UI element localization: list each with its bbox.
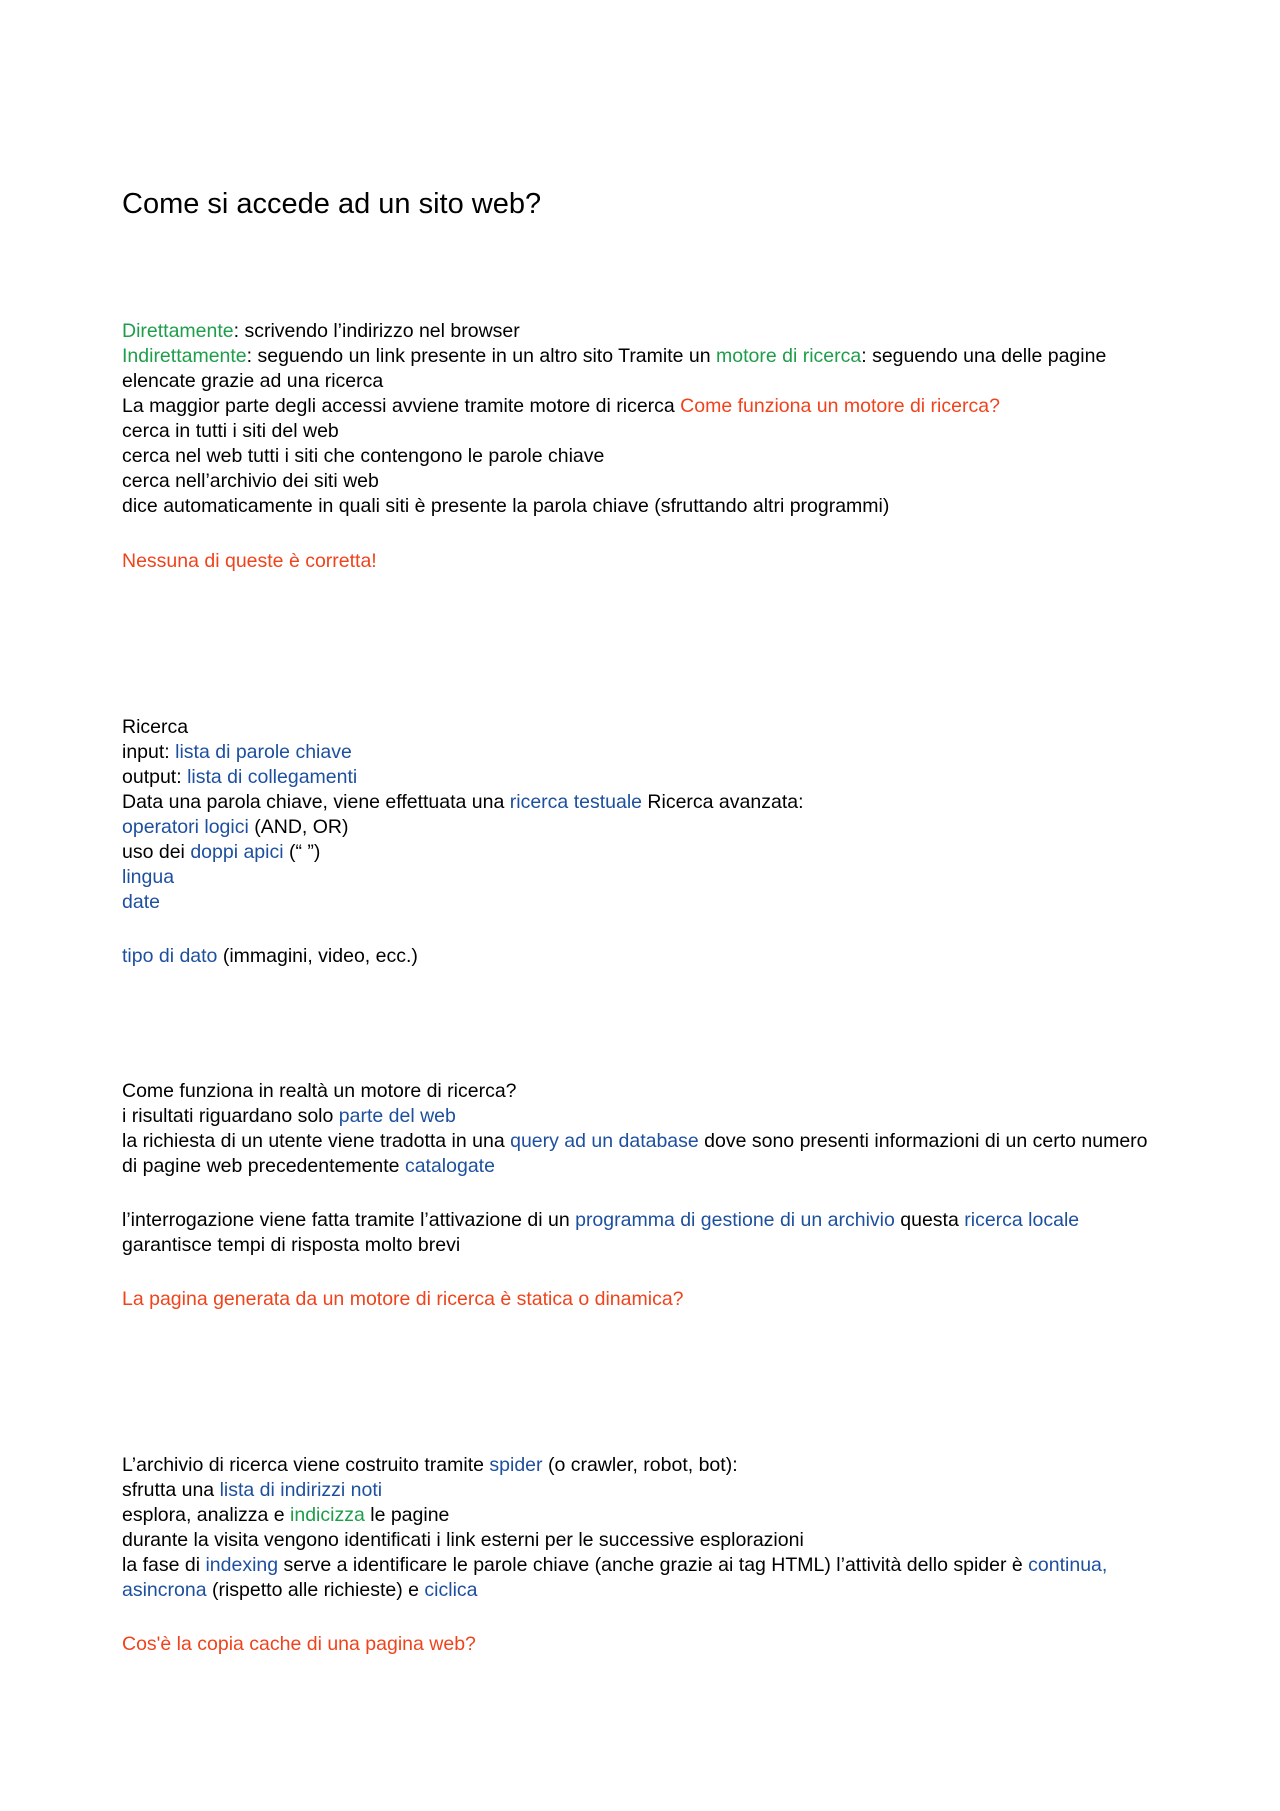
term-direttamente: Direttamente bbox=[122, 320, 234, 342]
option-1: cerca in tutti i siti del web bbox=[122, 420, 339, 442]
line-visita: durante la visita vengono identificati i link esterni per le successive esplorazioni bbox=[122, 1529, 804, 1551]
question-copia-cache: Cos'è la copia cache di una pagina web? bbox=[122, 1633, 476, 1655]
question-statica-dinamica: La pagina generata da un motore di ricerca è statica o dinamica? bbox=[122, 1288, 684, 1310]
section-come-funziona bbox=[122, 1079, 1162, 1179]
answer-nessuna: Nessuna di queste è corretta! bbox=[122, 550, 377, 572]
line-lingua: lingua bbox=[122, 866, 175, 888]
line-indirizzi: sfrutta una lista di indirizzi noti bbox=[122, 1479, 383, 1501]
section-access-methods bbox=[122, 319, 1162, 519]
line-indirettamente: Indirettamente: seguendo un link presente in un altro sito Tramite un motore di ricerca: seguendo una delle pagine elencate grazie ad una ricerca bbox=[122, 345, 1107, 392]
page-title: Come si accede ad un sito web? bbox=[122, 188, 542, 220]
option-4: dice automaticamente in quali siti è presente la parola chiave (sfruttando altri programmi) bbox=[122, 495, 890, 517]
line-query: la richiesta di un utente viene tradotta in una query ad un database dove sono presenti informazioni di un certo numero di pagine web precedentemente catalogate bbox=[122, 1130, 1148, 1177]
question-come-funziona: Come funziona un motore di ricerca? bbox=[680, 395, 1000, 417]
term-motore-di-ricerca: motore di ricerca bbox=[716, 345, 862, 367]
section-ricerca bbox=[122, 715, 1162, 915]
line-maggior-parte: La maggior parte degli accessi avviene tramite motore di ricerca Come funziona un motore di ricerca? bbox=[122, 395, 1000, 417]
term-indirettamente: Indirettamente bbox=[122, 345, 247, 367]
line-direttamente: Direttamente: scrivendo l’indirizzo nel browser bbox=[122, 320, 520, 342]
line-come-funziona: Come funziona in realtà un motore di ricerca? bbox=[122, 1080, 517, 1102]
line-doppi-apici: uso dei doppi apici (“ ”) bbox=[122, 841, 321, 863]
line-interrogazione: l’interrogazione viene fatta tramite l’attivazione di un programma di gestione di un archivio questa ricerca locale garantisce tempi di risposta molto brevi bbox=[122, 1209, 1080, 1256]
line-tipo-di-dato: tipo di dato (immagini, video, ecc.) bbox=[122, 945, 418, 967]
line-archivio: L’archivio di ricerca viene costruito tramite spider (o crawler, robot, bot): bbox=[122, 1454, 738, 1476]
option-2: cerca nel web tutti i siti che contengono le parole chiave bbox=[122, 445, 605, 467]
line-operatori: operatori logici (AND, OR) bbox=[122, 816, 349, 838]
section-spider bbox=[122, 1453, 1162, 1603]
line-date: date bbox=[122, 891, 160, 913]
option-3: cerca nell’archivio dei siti web bbox=[122, 470, 379, 492]
line-risultati: i risultati riguardano solo parte del web bbox=[122, 1105, 456, 1127]
line-indexing: la fase di indexing serve a identificare le parole chiave (anche grazie ai tag HTML) l’attività dello spider è continua, asincrona (rispetto alle richieste) e ciclica bbox=[122, 1554, 1108, 1601]
line-input: input: lista di parole chiave bbox=[122, 741, 352, 763]
line-output: output: lista di collegamenti bbox=[122, 766, 358, 788]
line-data-parola: Data una parola chiave, viene effettuata una ricerca testuale Ricerca avanzata: bbox=[122, 791, 804, 813]
line-esplora: esplora, analizza e indicizza le pagine bbox=[122, 1504, 450, 1526]
heading-ricerca: Ricerca bbox=[122, 716, 189, 738]
